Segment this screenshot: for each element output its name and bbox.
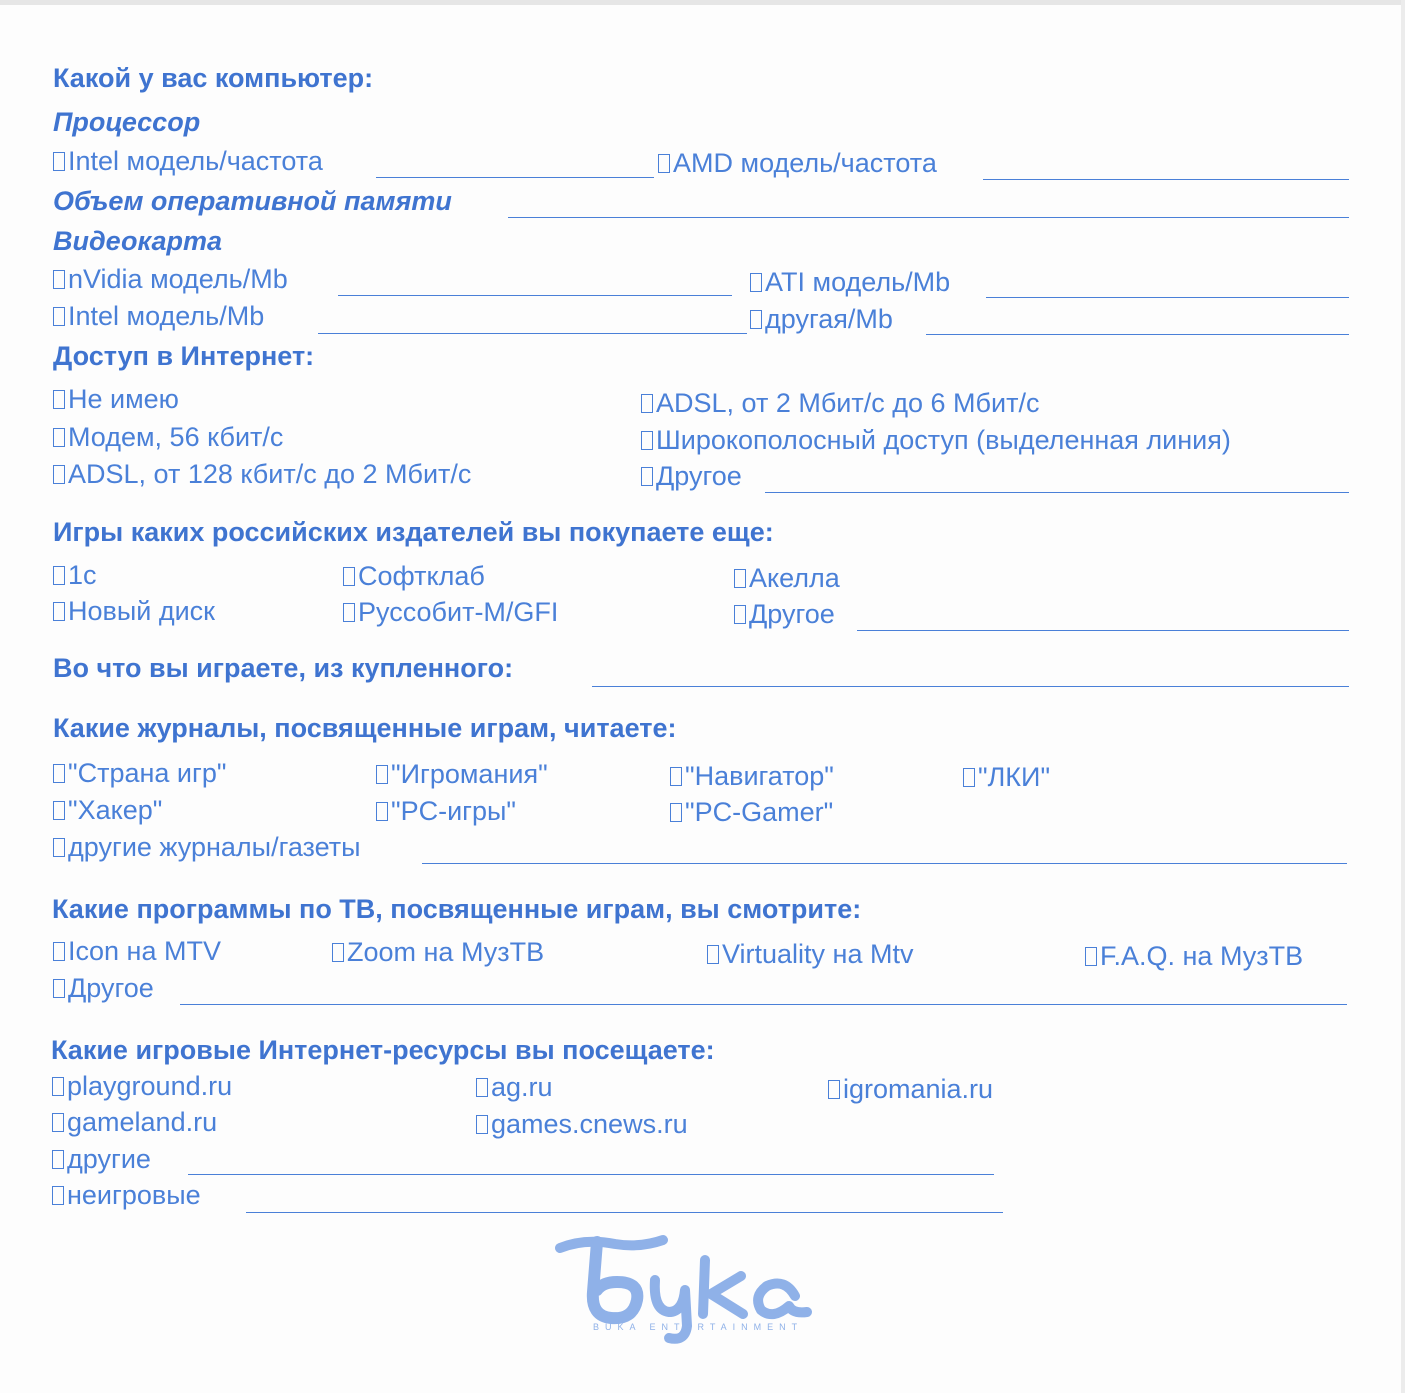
- tv-label: F.A.Q. на МузТВ: [1100, 941, 1304, 971]
- magazine-label: "Страна игр": [68, 758, 227, 788]
- checkbox[interactable]: [52, 1077, 64, 1096]
- tv-label: Zoom на МузТВ: [347, 937, 545, 967]
- publisher-label: Софтклаб: [358, 561, 485, 591]
- web-option[interactable]: [52, 1107, 217, 1138]
- checkbox[interactable]: [734, 569, 746, 588]
- magazine-option[interactable]: [963, 762, 1050, 793]
- internet-option-label: Не имею: [68, 384, 179, 414]
- internet-option[interactable]: [641, 425, 1231, 456]
- checkbox[interactable]: [707, 945, 719, 964]
- publishers-heading: Игры каких российских издателей вы покупаете еще:: [53, 517, 774, 547]
- internet-option[interactable]: [53, 459, 471, 490]
- cpu-heading: Процессор: [53, 107, 201, 137]
- web-option-other[interactable]: [52, 1144, 151, 1175]
- magazine-option[interactable]: [376, 759, 548, 790]
- publisher-option-other[interactable]: [734, 599, 835, 630]
- gpu-other-line[interactable]: [926, 334, 1349, 335]
- checkbox[interactable]: [963, 768, 975, 787]
- checkbox[interactable]: [53, 942, 65, 961]
- checkbox[interactable]: [52, 1186, 64, 1205]
- checkbox[interactable]: [734, 605, 746, 624]
- gpu-nvidia-label: nVidia модель/Mb: [68, 264, 288, 294]
- web-heading: Какие игровые Интернет-ресурсы вы посещаете:: [51, 1035, 715, 1065]
- magazine-label: "Игромания": [391, 759, 548, 789]
- web-nongame-line[interactable]: [246, 1212, 1003, 1213]
- magazine-other-line[interactable]: [422, 863, 1347, 864]
- checkbox[interactable]: [376, 802, 388, 821]
- checkbox[interactable]: [828, 1080, 840, 1099]
- web-label: igromania.ru: [843, 1074, 994, 1104]
- checkbox[interactable]: [53, 465, 65, 484]
- checkbox[interactable]: [53, 602, 65, 621]
- cpu-amd-label: AMD модель/частота: [673, 148, 937, 178]
- magazine-option[interactable]: [670, 797, 833, 828]
- publisher-label: Новый диск: [68, 596, 215, 626]
- web-option-nongame[interactable]: [52, 1180, 201, 1211]
- magazines-heading: Какие журналы, посвященные играм, читаете:: [53, 713, 677, 743]
- checkbox[interactable]: [670, 767, 682, 786]
- cpu-amd-option[interactable]: [658, 148, 937, 179]
- cpu-amd-line[interactable]: [983, 179, 1349, 180]
- magazine-option-other[interactable]: [53, 832, 361, 863]
- checkbox[interactable]: [53, 838, 65, 857]
- tv-label: Другое: [68, 973, 154, 1003]
- web-label: ag.ru: [491, 1072, 553, 1102]
- checkbox[interactable]: [750, 273, 762, 292]
- gpu-nvidia-line[interactable]: [338, 295, 732, 296]
- tv-option[interactable]: [53, 936, 221, 967]
- ram-line[interactable]: [508, 217, 1349, 218]
- tv-label: Virtuality на Mtv: [722, 939, 914, 969]
- playing-line[interactable]: [592, 686, 1349, 687]
- computer-heading: Какой у вас компьютер:: [53, 63, 374, 93]
- internet-option-label: ADSL, от 2 Мбит/с до 6 Мбит/с: [656, 388, 1040, 418]
- publisher-label: Акелла: [749, 563, 840, 593]
- magazine-label: другие журналы/газеты: [68, 832, 361, 862]
- magazine-label: "ЛКИ": [978, 762, 1051, 792]
- internet-option-other[interactable]: [641, 461, 742, 492]
- cpu-intel-line[interactable]: [376, 177, 654, 178]
- web-option[interactable]: [828, 1074, 993, 1105]
- publisher-option[interactable]: [53, 560, 97, 591]
- publisher-label: Руссобит-М/GFI: [358, 597, 559, 627]
- gpu-ati-option[interactable]: [750, 267, 950, 298]
- internet-heading: Доступ в Интернет:: [53, 341, 315, 371]
- publisher-other-line[interactable]: [857, 630, 1349, 631]
- magazine-label: "PC-Gamer": [685, 797, 834, 827]
- web-label: playground.ru: [67, 1071, 233, 1101]
- internet-option-label: ADSL, от 128 кбит/с до 2 Мбит/с: [68, 459, 472, 489]
- magazine-option[interactable]: [53, 758, 226, 789]
- web-option[interactable]: [476, 1072, 553, 1103]
- checkbox[interactable]: [332, 943, 344, 962]
- logo-subtext: BUKA ENTERTAINMENT: [593, 1322, 804, 1332]
- internet-option-label: Модем, 56 кбит/с: [68, 422, 284, 452]
- web-label: другие: [67, 1144, 151, 1174]
- checkbox[interactable]: [53, 428, 65, 447]
- checkbox[interactable]: [53, 152, 65, 171]
- gpu-intel-label: Intel модель/Mb: [68, 301, 265, 331]
- checkbox[interactable]: [641, 431, 653, 450]
- tv-heading: Какие программы по ТВ, посвященные играм, вы смотрите:: [52, 894, 862, 924]
- tv-option[interactable]: [332, 937, 544, 968]
- publisher-option[interactable]: [53, 596, 215, 627]
- tv-label: Icon на MTV: [68, 936, 221, 966]
- web-label: games.cnews.ru: [491, 1109, 688, 1139]
- magazine-label: "Хакер": [68, 795, 163, 825]
- magazine-option[interactable]: [53, 795, 162, 826]
- internet-other-line[interactable]: [765, 492, 1349, 493]
- internet-option[interactable]: [53, 422, 283, 453]
- internet-option-label: Широкополосный доступ (выделенная линия): [656, 425, 1231, 455]
- video-heading: Видеокарта: [53, 226, 223, 256]
- tv-option[interactable]: [707, 939, 913, 970]
- scan-edge-right: [1401, 0, 1405, 1393]
- gpu-ati-label: ATI модель/Mb: [765, 267, 951, 297]
- checkbox[interactable]: [52, 1113, 64, 1132]
- scan-edge-top: [0, 0, 1405, 5]
- ram-heading: Объем оперативной памяти: [53, 186, 452, 216]
- publisher-option[interactable]: [343, 561, 485, 592]
- cpu-intel-option[interactable]: [53, 146, 323, 177]
- gpu-other-option[interactable]: [750, 304, 893, 335]
- checkbox[interactable]: [343, 567, 355, 586]
- checkbox[interactable]: [658, 154, 670, 173]
- web-other-line[interactable]: [188, 1174, 994, 1175]
- gpu-other-label: другая/Mb: [765, 304, 893, 334]
- checkbox[interactable]: [1085, 947, 1097, 966]
- web-label: неигровые: [67, 1180, 201, 1210]
- internet-option-label: Другое: [656, 461, 742, 491]
- checkbox[interactable]: [750, 310, 762, 329]
- checkbox[interactable]: [670, 803, 682, 822]
- web-option[interactable]: [52, 1071, 232, 1102]
- checkbox[interactable]: [53, 764, 65, 783]
- tv-option[interactable]: [1085, 941, 1303, 972]
- checkbox[interactable]: [641, 467, 653, 486]
- publisher-option[interactable]: [734, 563, 840, 594]
- checkbox[interactable]: [476, 1115, 488, 1134]
- gpu-intel-option[interactable]: [53, 301, 264, 332]
- checkbox[interactable]: [53, 270, 65, 289]
- checkbox[interactable]: [343, 603, 355, 622]
- gpu-intel-line[interactable]: [318, 333, 747, 334]
- checkbox[interactable]: [376, 765, 388, 784]
- internet-option[interactable]: [53, 384, 179, 415]
- buka-logo: [545, 1230, 830, 1350]
- checkbox[interactable]: [52, 1150, 64, 1169]
- tv-other-line[interactable]: [180, 1004, 1347, 1005]
- publisher-label: Другое: [749, 599, 835, 629]
- tv-option-other[interactable]: [53, 973, 154, 1004]
- checkbox[interactable]: [641, 394, 653, 413]
- publisher-option[interactable]: [343, 597, 558, 628]
- gpu-ati-line[interactable]: [986, 297, 1349, 298]
- magazine-option[interactable]: [670, 761, 834, 792]
- web-option[interactable]: [476, 1109, 688, 1140]
- magazine-label: "PC-игры": [391, 796, 517, 826]
- magazine-option[interactable]: [376, 796, 516, 827]
- checkbox[interactable]: [53, 390, 65, 409]
- checkbox[interactable]: [53, 979, 65, 998]
- checkbox[interactable]: [53, 307, 65, 326]
- web-label: gameland.ru: [67, 1107, 218, 1137]
- internet-option[interactable]: [641, 388, 1039, 419]
- publisher-label: 1с: [68, 560, 97, 590]
- cpu-intel-label: Intel модель/частота: [68, 146, 323, 176]
- magazine-label: "Навигатор": [685, 761, 834, 791]
- playing-heading: Во что вы играете, из купленного:: [53, 653, 514, 683]
- checkbox[interactable]: [53, 566, 65, 585]
- gpu-nvidia-option[interactable]: [53, 264, 288, 295]
- checkbox[interactable]: [476, 1078, 488, 1097]
- checkbox[interactable]: [53, 801, 65, 820]
